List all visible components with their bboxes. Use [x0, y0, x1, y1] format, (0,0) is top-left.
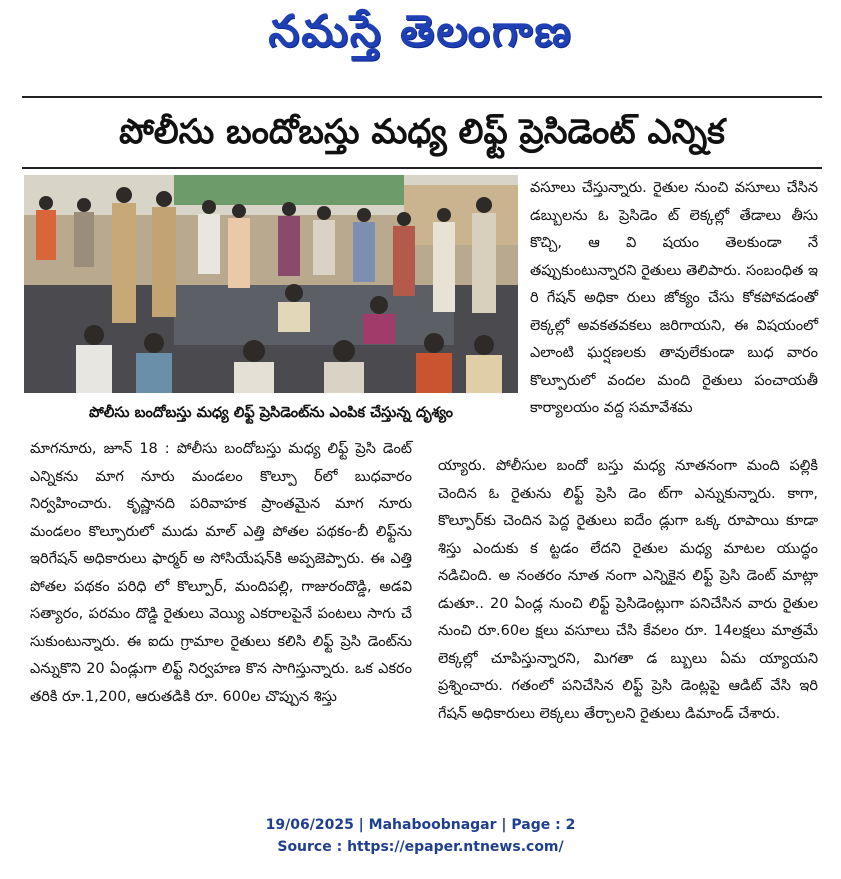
newspaper-logo: నమస్తే తెలంగాణ: [268, 6, 573, 57]
article-column-right-bottom: [438, 453, 818, 728]
footer-source: Source : https://epaper.ntnews.com/: [277, 839, 564, 855]
article-headline: పోలీసు బందోబస్తు మధ్య లిఫ్ట్ ప్రెసిడెంట్ ఎన్నిక: [119, 112, 725, 152]
footer-date-edition: 19/06/2025 | Mahaboobnagar | Page : 2: [265, 817, 576, 833]
article-paragraph: య్యారు. పోలీసుల బందో బస్తు మధ్య నూతనంగా మంది పల్లికి చెందిన ఓ రైతును లిఫ్ట్ ప్రెసి డెం ట్‌గా ఎన్నుకున్నారు. కాగా, కొల్పూర్‌కు చెందిన పెద్ద రైతులు ఐదేం డ్లుగా ఒక్క రూపాయి కూడా శిస్తు ఎందుకు క ట్టడం లేదని రైతుల మధ్య మాటల యుద్ధం నడిచింది. అ నంతరం నూత నంగా ఎన్నికైన లిఫ్ట్ ప్రెసి డెంట్ మాట్లా డుతూ.. 20 ఏండ్ల నుంచి లిఫ్ట్ ప్రెసిడెంట్లుగా పనిచేసిన వారు రైతుల నుంచి రూ.60ల క్షలు వసూలు చేసి కేవలం రూ. 14లక్షలు మాత్రమే లెక్కల్లో చూపిస్తున్నారని, మిగతా డ బ్బులు ఏమ య్యాయని ప్రశ్నించారు. గతంలో పనిచేసిన లిఫ్ట్ ప్రెసి డెంట్లపై ఆడిట్ వేసి ఇరి గేషన్ అధికారులు లెక్కలు తేర్చాలని రైతులు డిమాండ్ చేశారు.: [438, 458, 818, 722]
masthead: [0, 0, 841, 82]
headline-rule-top: [22, 96, 822, 98]
headline-rule-bottom: [22, 167, 822, 169]
photo-caption: పోలీసు బందోబస్తు మధ్య లిఫ్ట్ ప్రెసిడెంట్‌ను ఎంపిక చేస్తున్న దృశ్యం: [88, 405, 454, 421]
article-paragraph: మాగనూరు, జూన్ 18 : పోలీసు బందోబస్తు మధ్య లిఫ్ట్ ప్రెసి డెంట్ ఎన్నికను మాగ నూరు మండలం కొల్పూ ర్‌లో బుధవారం నిర్వహించారు. కృష్ణానది పరివాహక ప్రాంతమైన మాగ నూరు మండలం కొల్పూరులో ముడు మాల్ ఎత్తి పోతల పథకం-బీ లిఫ్ట్‌ను ఇరిగేషన్ అధికారులు ఫార్మర్ అ సోసియేషన్‌కి అప్పజెప్పారు. ఈ ఎత్తి పోతల పథకం పరిధి లో కొల్పూర్, మందిపల్లి, గాజురందొడ్డి, అడవి సత్యారం, పరమం దొడ్డి రైతులు వెయ్యి ఎకరాలపైనే పంటలు సాగు చే సుకుంటున్నారు. ఈ ఐదు గ్రామాల రైతులు కలిసి లిఫ్ట్ ప్రెసి డెంట్‌ను ఎన్నుకొని 20 ఏండ్లుగా లిఫ్ట్ నిర్వహణ కొన సాగిస్తున్నారు. ఒక ఎకరం తరికి రూ.1,200, ఆరుతడికి రూ. 600ల చొప్పున శిస్తు: [30, 441, 412, 705]
article-photo: [24, 175, 518, 393]
page-footer: [0, 814, 841, 858]
article-column-right-top: [530, 175, 818, 423]
article-paragraph: వసూలు చేస్తున్నారు. రైతుల నుంచి వసూలు చేసిన డబ్బులను ఓ ప్రెసిడెం ట్ లెక్కల్లో తేడాలు తీసు కొచ్చి, ఆ వి షయం తెలకుండా నే తప్పుకుంటున్నారని రైతులు తెలిపారు. సంబంధిత ఇ రి గేషన్ అధికా రులు జోక్యం చేసు కోకపోవడంతో లెక్కల్లో అవకతవకలు జరిగాయని, ఈ విషయంలో ఎలాంటి ఘర్షణలకు తావులేకుండా బుధ వారం కొల్పూరులో వందల మంది రైతులు పంచాయతీ కార్యాలయం వద్ద సమావేశమ: [530, 180, 818, 416]
article-column-left: [30, 436, 412, 711]
